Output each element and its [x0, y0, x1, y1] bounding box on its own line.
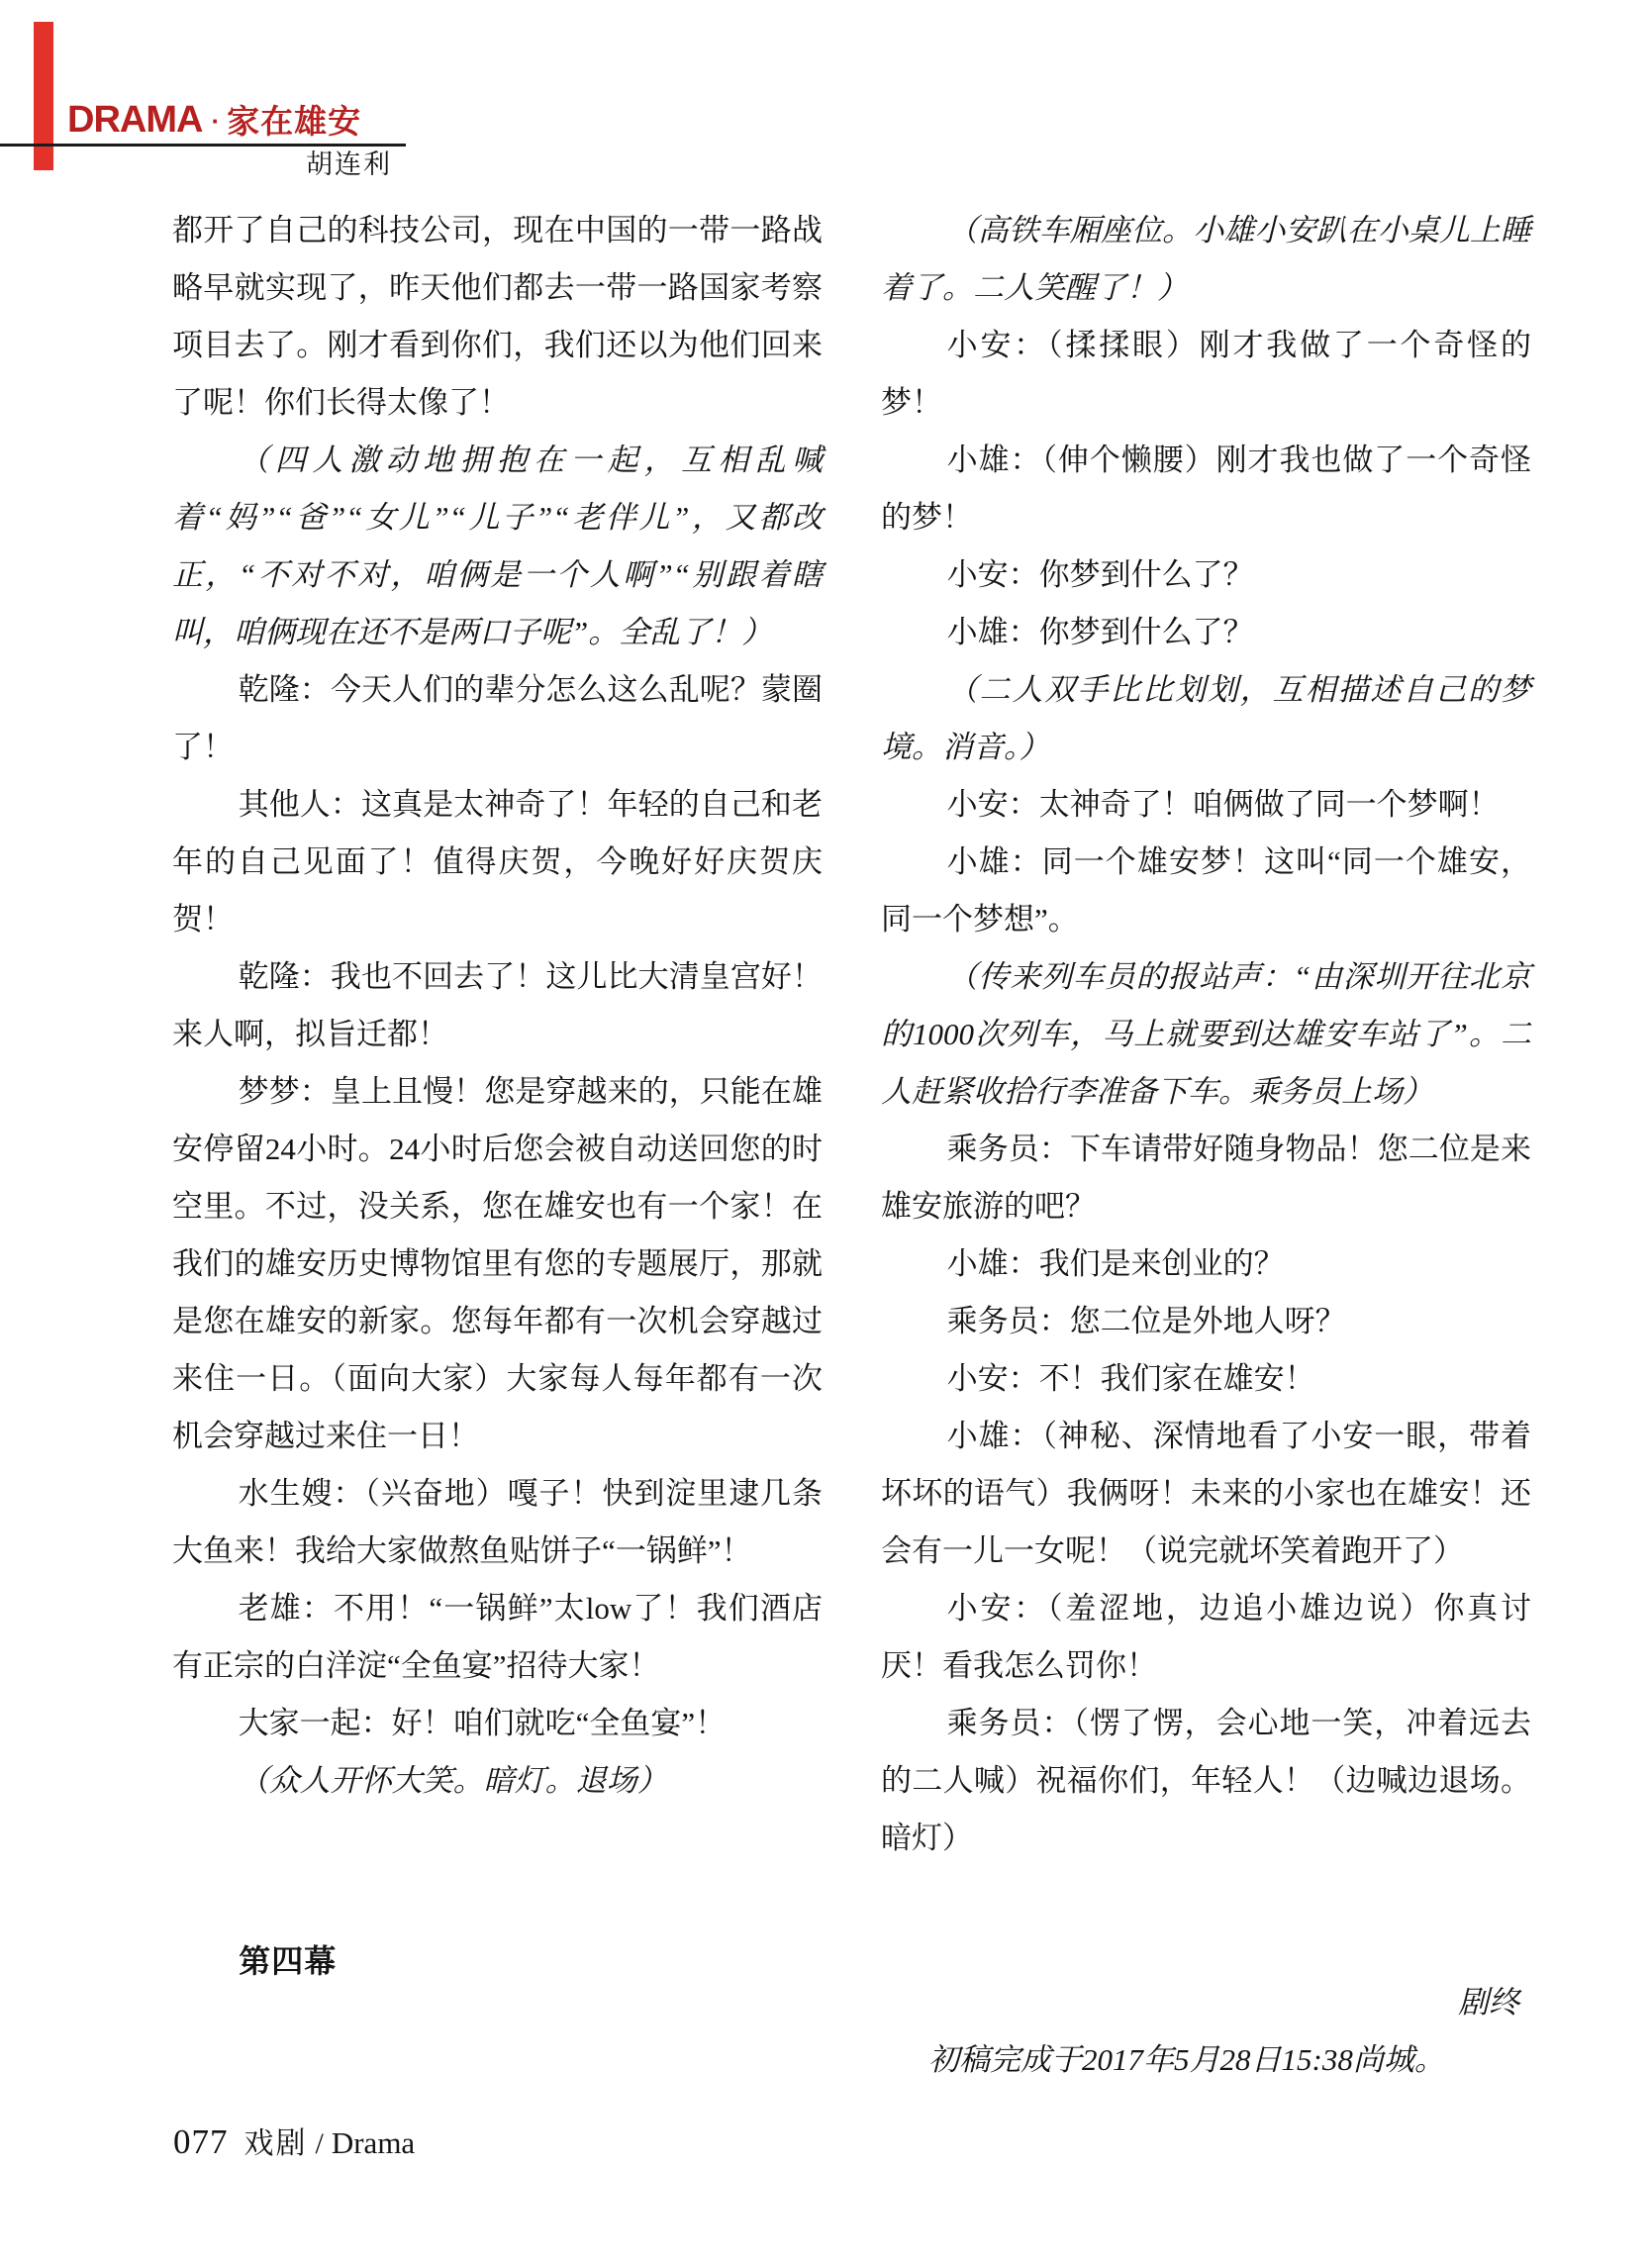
script-paragraph-dialogue: 乾隆：我也不回去了！这儿比大清皇宫好！来人啊，拟旨迁都！ [172, 959, 823, 1051]
author-name: 胡连利 [306, 149, 392, 179]
script-paragraph-dialogue: 乘务员：下车请带好随身物品！您二位是来雄安旅游的吧？ [881, 1132, 1531, 1224]
script-paragraph-dialogue: 小安：不！我们家在雄安！ [946, 1361, 1315, 1396]
script-paragraph-act-heading: 第四幕 [239, 1943, 338, 1979]
masthead [67, 101, 361, 139]
play-title: 家在雄安 [227, 103, 362, 140]
script-paragraph-direction: （传来列车员的报站声：“由深圳开往北京的1000次列车，马上就要到达雄安车站了”。二人赶紧收拾行李准备下车。乘务员上场） [881, 959, 1531, 1109]
script-column-right [881, 202, 1531, 2089]
page-number: 077 [173, 2122, 229, 2161]
script-paragraph-draft-note: 初稿完成于2017年5月28日15:38尚城。 [928, 2042, 1445, 2077]
script-paragraph-direction: （高铁车厢座位。小雄小安趴在小桌儿上睡着了。二人笑醒了！） [881, 213, 1531, 305]
header-rule-divider [0, 144, 406, 147]
script-paragraph-dialogue: 老雄：不用！“一锅鲜”太low了！我们酒店有正宗的白洋淀“全鱼宴”招待大家！ [172, 1591, 823, 1683]
script-paragraph-dialogue: 其他人：这真是太神奇了！年轻的自己和老年的自己见面了！值得庆贺，今晚好好庆贺庆贺！ [172, 787, 823, 937]
footer-separator: / [315, 2127, 324, 2160]
script-paragraph-dialogue: 小雄：同一个雄安梦！这叫“同一个雄安，同一个梦想”。 [881, 844, 1531, 937]
script-paragraph-dialogue: 大家一起：好！咱们就吃“全鱼宴”！ [238, 1706, 727, 1740]
script-column-left [172, 202, 823, 1990]
script-paragraph-end-mark: 剧终 [1458, 1985, 1519, 2020]
script-paragraph-direction: （二人双手比比划划，互相描述自己的梦境。消音。） [881, 672, 1531, 764]
script-paragraph-dialogue: 小雄：（神秘、深情地看了小安一眼，带着坏坏的语气）我俩呀！未来的小家也在雄安！还会有一儿一女呢！（说完就坏笑着跑开了） [881, 1419, 1531, 1568]
page-footer [173, 2119, 415, 2162]
script-paragraph-dialogue: 乾隆：今天人们的辈分怎么这么乱呢？蒙圈了！ [172, 672, 823, 764]
script-paragraph-dialogue: 小雄：（伸个懒腰）刚才我也做了一个奇怪的梦！ [881, 443, 1531, 535]
script-paragraph-dialogue: 小安：（羞涩地，边追小雄边说）你真讨厌！看我怎么罚你！ [881, 1591, 1531, 1683]
script-paragraph-dialogue: 水生嫂：（兴奋地）嘎子！快到淀里逮几条大鱼来！我给大家做熬鱼贴饼子“一锅鲜”！ [172, 1476, 823, 1568]
footer-journal-name-en: Drama [331, 2125, 416, 2160]
script-paragraph-direction: （众人开怀大笑。暗灯。退场） [238, 1763, 668, 1798]
script-paragraph-dialogue: 小安：（揉揉眼）刚才我做了一个奇怪的梦！ [881, 328, 1531, 420]
script-paragraph-dialogue: 乘务员：您二位是外地人呀？ [946, 1304, 1346, 1338]
script-paragraph-dialogue: 小雄：我们是来创业的？ [946, 1246, 1285, 1281]
script-paragraph-direction: （四人激动地拥抱在一起，互相乱喊着“妈”“爸”“女儿”“儿子”“老伴儿”，又都改正，“不对不对，咱俩是一个人啊”“别跟着瞎叫，咱俩现在还不是两口子呢”。全乱了！） [172, 443, 823, 649]
script-paragraph-dialogue: 小雄：你梦到什么了？ [946, 615, 1254, 649]
script-paragraph-dialogue: 小安：太神奇了！咱俩做了同一个梦啊！ [946, 787, 1500, 822]
script-paragraph-dialogue: 乘务员：（愣了愣，会心地一笑，冲着远去的二人喊）祝福你们，年轻人！（边喊边退场。暗灯） [881, 1706, 1531, 1855]
script-paragraph-dialogue: 小安：你梦到什么了？ [946, 557, 1254, 592]
footer-journal-name-cn: 戏剧 [243, 2127, 308, 2160]
script-paragraph-dialogue: 都开了自己的科技公司，现在中国的一带一路战略早就实现了，昨天他们都去一带一路国家考察项目去了。刚才看到你们，我们还以为他们回来了呢！你们长得太像了！ [172, 213, 823, 420]
section-label-en: DRAMA [67, 99, 203, 141]
script-paragraph-dialogue: 梦梦：皇上且慢！您是穿越来的，只能在雄安停留24小时。24小时后您会被自动送回您的时空里。不过，没关系，您在雄安也有一个家！在我们的雄安历史博物馆里有您的专题展厅，那就是您在雄安的新家。您每年都有一次机会穿越过来住一日。（面向大家）大家每人每年都有一次机会穿越过来住一日！ [172, 1074, 823, 1453]
masthead-separator-dot: · [211, 106, 221, 136]
